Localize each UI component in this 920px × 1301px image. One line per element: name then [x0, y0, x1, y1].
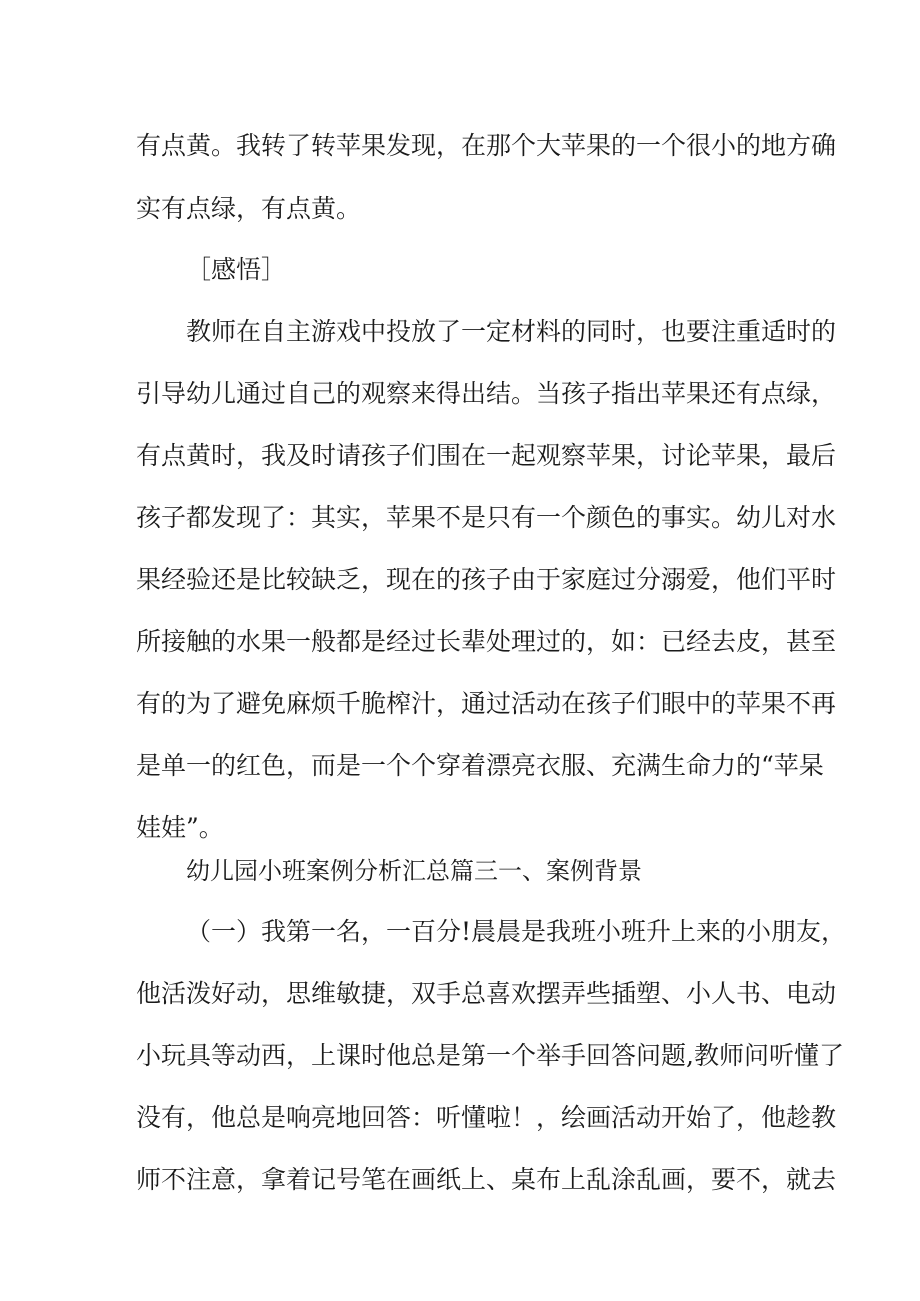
paragraph-line: 果经验还是比较缺乏，现在的孩子由于家庭过分溺爱，他们平时 [136, 565, 837, 594]
paragraph-line: 引导幼儿通过自己的观察来得出结。当孩子指出苹果还有点绿， [136, 379, 837, 408]
paragraph-line: 没有，他总是响亮地回答：听懂啦！，绘画活动开始了，他趁教 [136, 1103, 837, 1132]
paragraph-line: 娃娃”。 [136, 813, 224, 842]
paragraph-line: 有点黄时，我及时请孩子们围在一起观察苹果，讨论苹果，最后 [136, 441, 837, 470]
paragraph-line: （一）我第一名，一百分!晨晨是我班小班升上来的小朋友， [186, 917, 847, 946]
paragraph-line: 他活泼好动，思维敏捷，双手总喜欢摆弄些插塑、小人书、电动 [136, 979, 837, 1008]
paragraph-line: 有点黄。我转了转苹果发现，在那个大苹果的一个很小的地方确 [136, 131, 837, 160]
paragraph-line: 所接触的水果一般都是经过长辈处理过的，如：已经去皮，甚至 [136, 627, 837, 656]
paragraph-line: 实有点绿，有点黄。 [136, 194, 362, 223]
paragraph-line: 孩子都发现了：其实，苹果不是只有一个颜色的事实。幼儿对水 [136, 503, 837, 532]
paragraph-line: 有的为了避免麻烦千脆榨汁，通过活动在孩子们眼中的苹果不再 [136, 689, 837, 718]
paragraph-line: 师不注意，拿着记号笔在画纸上、桌布上乱涂乱画，要不，就去 [136, 1165, 837, 1194]
paragraph-line: 教师在自主游戏中投放了一定材料的同时，也要注重适时的 [186, 317, 837, 346]
paragraph-line: 是单一的红色，而是一个个穿着漂亮衣服、充满生命力的“苹杲 [136, 751, 824, 780]
section-heading: 幼儿园小班案例分析汇总篇三一、案例背景 [186, 857, 642, 885]
section-label: ［感悟］ [186, 255, 287, 284]
paragraph-line: 小玩具等动西，上课时他总是第一个举手回答问题,教师问听懂了 [136, 1041, 844, 1070]
